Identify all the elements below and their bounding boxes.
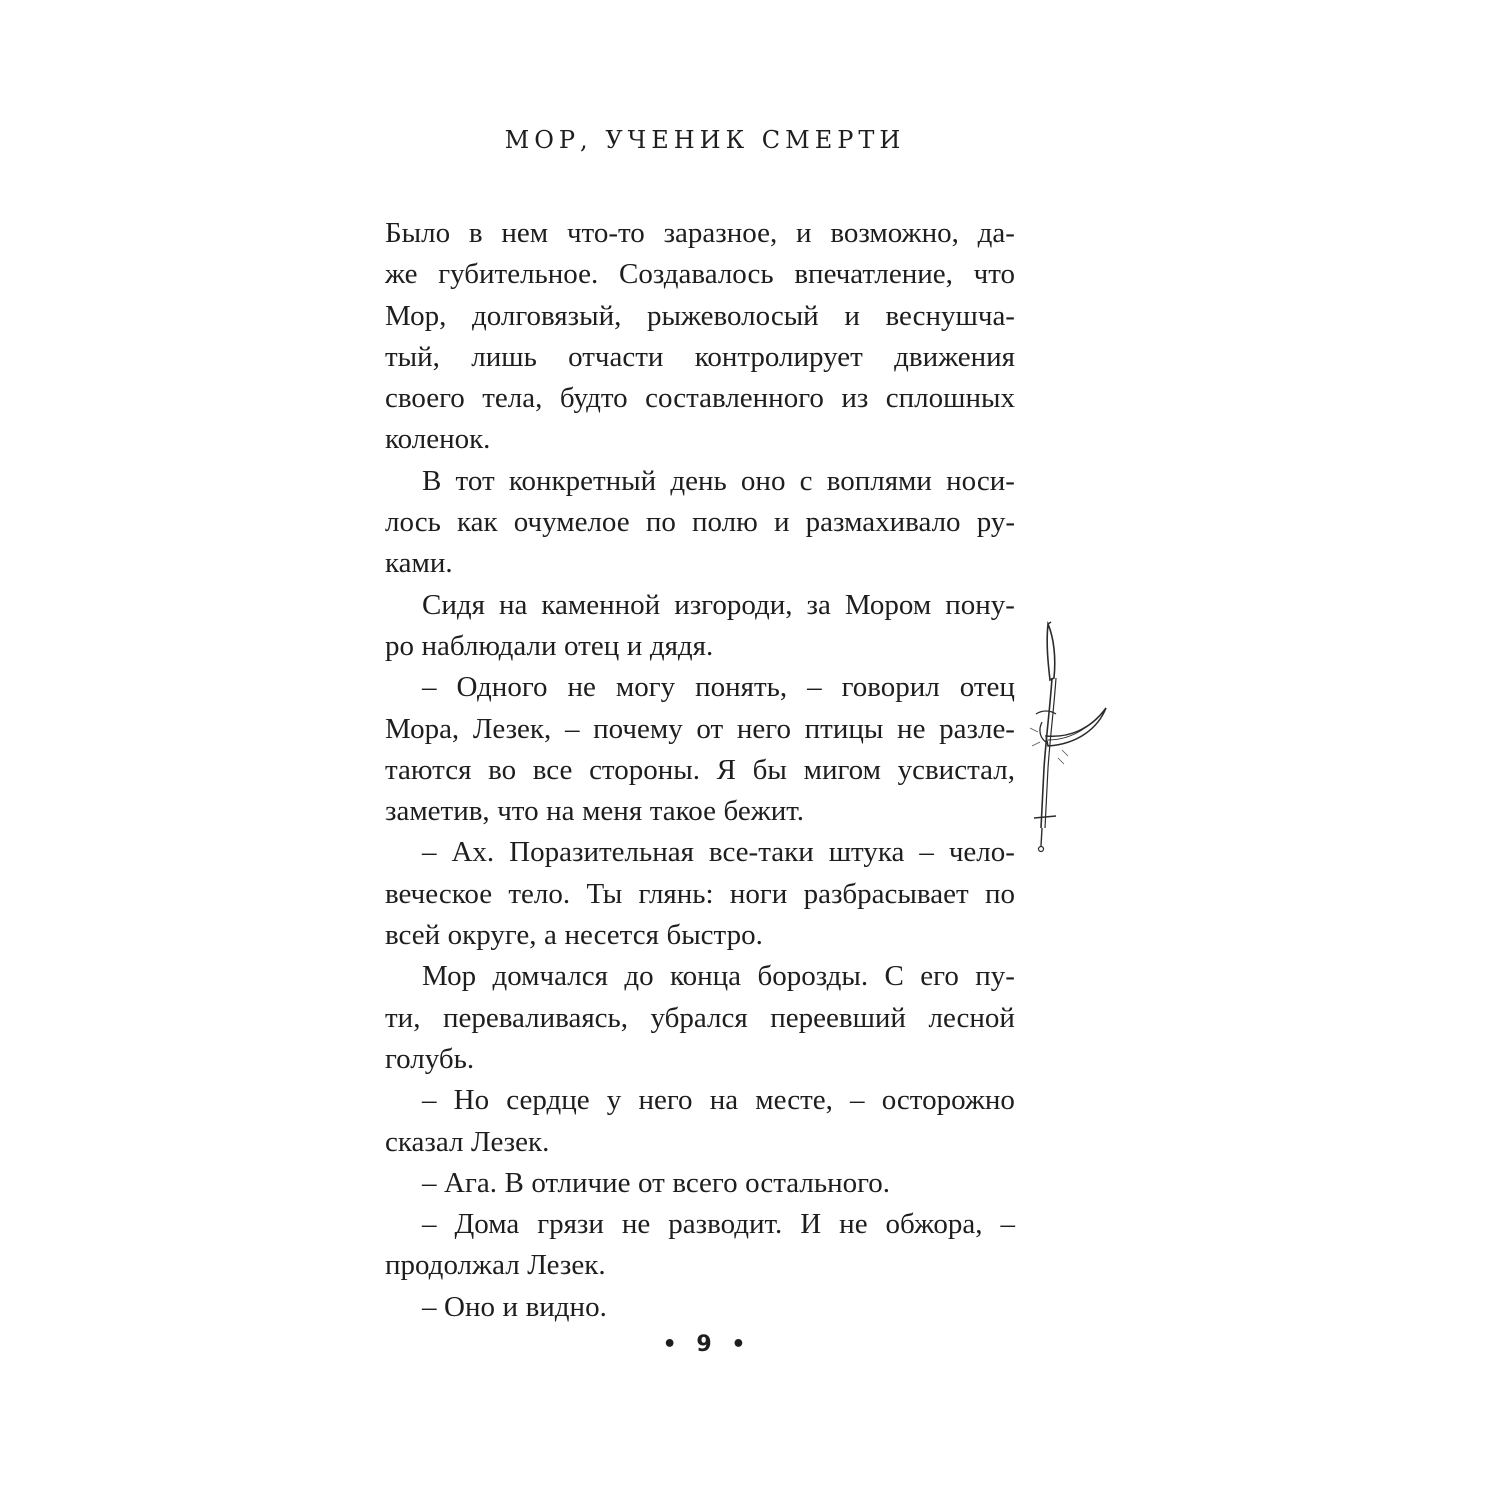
text-word: усвистал, [897, 753, 1015, 786]
text-word: полю [692, 506, 758, 539]
text-word: на [546, 795, 575, 828]
text-line [385, 543, 1015, 584]
text-line [385, 419, 1015, 460]
text-word: будто [559, 382, 628, 415]
text-word: у [606, 1084, 622, 1117]
text-word: очумелое [513, 506, 630, 539]
text-word: осторожно [881, 1084, 1015, 1117]
text-word: Было [385, 217, 451, 249]
text-word: движения [894, 340, 1015, 373]
text-line [385, 585, 1015, 626]
text-word: Мор, [385, 299, 447, 332]
text-word: всего [672, 1166, 738, 1199]
text-line [385, 1122, 1015, 1163]
scythe-icon [1028, 618, 1118, 858]
text-line [385, 1039, 1015, 1080]
text-word: него [638, 1084, 693, 1117]
text-word: – [422, 1290, 437, 1323]
text-word: ро [385, 629, 414, 662]
text-line [385, 956, 1015, 997]
text-word: месте, [755, 1084, 833, 1117]
text-word: разле- [939, 712, 1015, 745]
text-word: с [799, 464, 813, 497]
text-word: и [796, 217, 812, 249]
text-word: конкретный [508, 464, 657, 497]
text-word: переевший [770, 1001, 906, 1034]
text-line [385, 998, 1015, 1039]
text-line [385, 1245, 1015, 1286]
text-word: из [841, 382, 869, 415]
text-line [385, 915, 1015, 956]
text-word: почему [593, 712, 683, 745]
text-word: веснушча- [885, 299, 1015, 332]
text-word: И [800, 1208, 822, 1241]
text-line [385, 337, 1015, 378]
text-word: продолжал [385, 1249, 520, 1282]
text-word: отчасти [568, 340, 664, 373]
body-text [385, 213, 1015, 1328]
text-word: и [844, 299, 860, 332]
text-word: Сидя [422, 588, 485, 621]
text-line [385, 254, 1015, 295]
text-line [385, 378, 1015, 419]
text-word: лесной [928, 1001, 1015, 1034]
text-word: сказал [385, 1125, 464, 1158]
text-word: разбрасывает [803, 877, 969, 910]
text-word: по [645, 506, 676, 539]
text-line [385, 626, 1015, 667]
text-word: переваливаясь, [442, 1001, 629, 1034]
text-line [385, 709, 1015, 750]
text-line [385, 750, 1015, 791]
text-word: пу- [975, 960, 1015, 993]
text-word: Лезек, [472, 712, 552, 745]
text-word: глянь: [638, 877, 714, 910]
text-word: Создавалось [619, 258, 774, 291]
text-line [385, 296, 1015, 337]
text-word: сплошных [885, 382, 1015, 415]
text-word: что-то [566, 217, 645, 249]
text-word: наблюдали [421, 629, 557, 662]
text-word: говорил [841, 671, 940, 704]
text-word: коленок. [385, 423, 491, 456]
text-word: быстро. [666, 919, 763, 952]
text-word: бежит. [723, 795, 805, 828]
text-word: конца [670, 960, 742, 993]
text-line [385, 1287, 1015, 1328]
text-word: воплями [826, 464, 932, 497]
text-word: ноги [729, 877, 788, 910]
text-word: своего [385, 382, 465, 415]
text-word: – [919, 836, 934, 869]
text-word: нем [501, 217, 549, 249]
text-word: оно [740, 464, 786, 497]
text-word: от [637, 1166, 665, 1199]
text-word: меня [582, 795, 643, 828]
text-word: В [504, 1166, 524, 1199]
text-word: могу [615, 671, 676, 704]
text-word: контролирует [694, 340, 863, 373]
text-word: тела, [482, 382, 543, 415]
text-word: тело. [508, 877, 571, 910]
text-line [385, 1204, 1015, 1245]
text-word: все [532, 753, 573, 786]
text-word: и [626, 629, 643, 662]
text-word: во [488, 753, 517, 786]
text-word: от [696, 712, 724, 745]
text-line [385, 213, 1015, 254]
text-word: округе, [447, 919, 537, 952]
text-word: рыжеволосый [647, 299, 819, 332]
text-word: сердце [506, 1084, 590, 1117]
text-word: – [564, 712, 580, 745]
text-word: Лезек. [470, 1125, 550, 1158]
text-word: чело- [948, 836, 1015, 869]
text-word: понять, [695, 671, 788, 704]
text-word: убрался [650, 1001, 748, 1034]
text-word: Ага. [444, 1166, 497, 1199]
text-word: лишь [471, 340, 537, 373]
text-word: на [498, 588, 528, 621]
text-word: – [422, 1084, 437, 1117]
text-word: Мор [422, 960, 477, 993]
text-word: – [1000, 1208, 1015, 1241]
text-line [385, 1163, 1015, 1204]
text-line [385, 1080, 1015, 1121]
text-line [385, 791, 1015, 832]
text-word: Ты [586, 877, 623, 910]
text-word: долговязый, [471, 299, 622, 332]
text-word: стороны. [589, 753, 700, 786]
text-word: Лезек. [527, 1249, 606, 1282]
text-word: мигом [803, 753, 881, 786]
text-line [385, 832, 1015, 873]
text-line [385, 874, 1015, 915]
text-word: штука [828, 836, 905, 869]
text-word: его [920, 960, 959, 993]
text-word: остального. [745, 1166, 891, 1199]
text-word: веческое [385, 877, 493, 910]
text-word: – [850, 1084, 865, 1117]
text-word: Оно [444, 1290, 495, 1323]
text-word: пону- [945, 588, 1015, 621]
text-word: как [456, 506, 498, 539]
text-word: Мором [844, 588, 932, 621]
text-word: ками. [385, 547, 453, 580]
text-word: что [497, 795, 539, 828]
text-word: же [385, 258, 418, 291]
text-word: таются [385, 753, 472, 786]
text-word: Я [716, 753, 736, 786]
text-word: не [621, 1208, 651, 1241]
text-word: Дома [454, 1208, 520, 1241]
text-word: видно. [525, 1290, 607, 1323]
text-word: что [973, 258, 1015, 291]
text-word: ру- [976, 506, 1015, 539]
text-word: домчался [492, 960, 608, 993]
text-word: не [839, 1208, 868, 1241]
text-word: до [624, 960, 654, 993]
text-word: не [567, 671, 596, 704]
text-word: составленного [645, 382, 824, 415]
text-word: всей [385, 919, 441, 952]
text-word: – [807, 671, 822, 704]
text-word: Ах. [451, 836, 495, 869]
text-line [385, 461, 1015, 502]
text-word: каменной [541, 588, 661, 621]
text-word: него [736, 712, 791, 745]
text-word: ти, [385, 1001, 421, 1034]
running-head: МОР, УЧЕНИК СМЕРТИ [504, 126, 906, 154]
text-word: Мора, [385, 712, 460, 745]
text-word: отец [959, 671, 1015, 704]
text-word: отличие [531, 1166, 631, 1199]
text-word: все-таки [708, 836, 814, 869]
text-line [385, 502, 1015, 543]
text-word: изгороди, [674, 588, 793, 621]
text-word: Поразительная [509, 836, 694, 869]
text-word: в [468, 217, 483, 249]
text-word: разводит. [668, 1208, 783, 1241]
text-word: – [422, 1166, 437, 1199]
text-word: тый, [385, 340, 440, 373]
text-word: – [422, 1208, 437, 1241]
text-word: борозды. [757, 960, 869, 993]
text-word: и [773, 506, 790, 539]
text-word: губительное. [438, 258, 599, 291]
text-word: грязи [537, 1208, 604, 1241]
text-word: обжора, [885, 1208, 983, 1241]
text-word: С [884, 960, 904, 993]
text-word: Одного [456, 671, 548, 704]
text-word: на [709, 1084, 739, 1117]
text-line [385, 667, 1015, 708]
text-word: впечатление, [794, 258, 953, 291]
text-word: – [422, 836, 437, 869]
text-word: не [897, 712, 926, 745]
text-word: такое [649, 795, 716, 828]
text-word: лось [385, 506, 441, 539]
text-word: дядя. [649, 629, 714, 662]
page-number: • 9 • [662, 1332, 752, 1357]
text-word: несется [564, 919, 659, 952]
text-word: за [806, 588, 831, 621]
text-word: Но [453, 1084, 490, 1117]
text-word: тот [455, 464, 495, 497]
text-word: носи- [946, 464, 1015, 497]
text-word: – [422, 671, 437, 704]
text-word: бы [752, 753, 787, 786]
text-word: отец [564, 629, 620, 662]
text-word: а [544, 919, 557, 952]
text-word: день [670, 464, 727, 497]
text-word: и [502, 1290, 519, 1323]
text-word: да- [977, 217, 1015, 249]
text-word: размахивало [805, 506, 961, 539]
text-word: возможно, [830, 217, 959, 249]
text-word: заметив, [385, 795, 490, 828]
text-word: голубь. [385, 1042, 475, 1075]
text-word: по [984, 877, 1015, 910]
text-word: заразное, [663, 217, 778, 249]
text-word: птицы [804, 712, 884, 745]
text-word: В [422, 464, 442, 497]
